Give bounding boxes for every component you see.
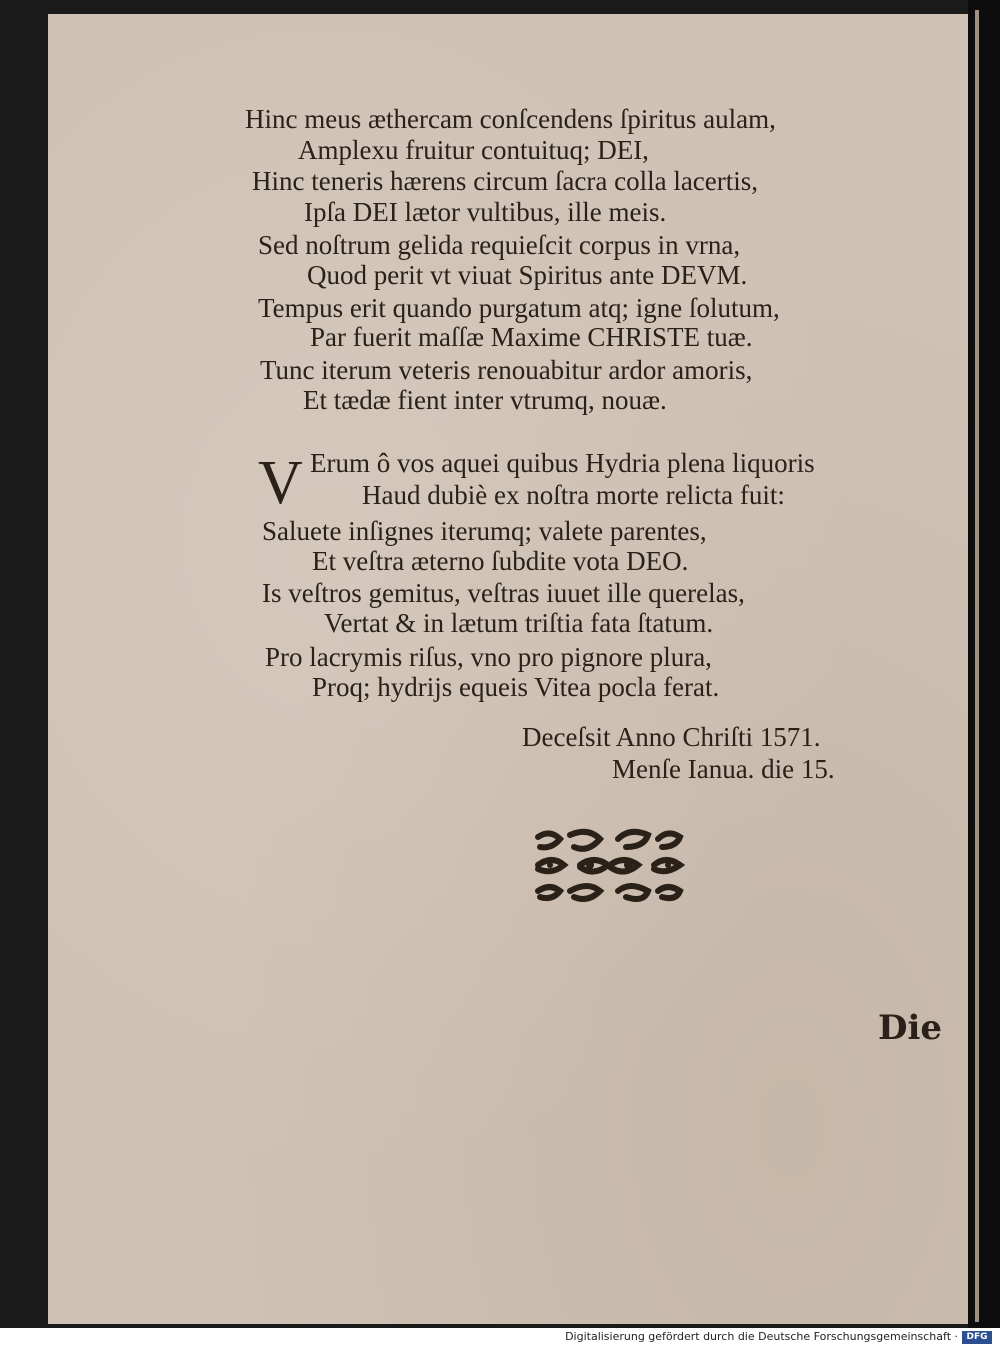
stanza2-line-7: Pro lacrymis riſus, vno pro pignore plura,	[265, 642, 712, 672]
colophon-date: Menſe Ianua. die 15.	[612, 754, 835, 784]
stanza2-line-3: Saluete inſignes iterumq; valete parentes,	[262, 516, 707, 546]
catchword: Die	[878, 1008, 943, 1048]
stanza2-line-5: Is veſtros gemitus, veſtras iuuet ille querelas,	[262, 578, 745, 608]
stanza2-line-6: Vertat & in lætum triſtia fata ſtatum.	[324, 608, 714, 638]
stanza2-line-4: Et veſtra æterno ſubdite vota DEO.	[312, 546, 689, 576]
drop-capital: V	[258, 449, 303, 517]
stanza2-line-2: Haud dubiè ex noſtra morte relicta fuit:	[362, 480, 785, 510]
colophon-year: Deceſsit Anno Chriſti 1571.	[522, 722, 821, 752]
poem-line-8: Par fuerit maſſæ Maxime CHRISTE tuæ.	[310, 322, 753, 352]
poem-line-4: Ipſa DEI lætor vultibus, ille meis.	[304, 197, 667, 227]
footer-bar	[0, 1328, 1000, 1348]
poem-line-9: Tunc iterum veteris renouabitur ardor amoris,	[260, 355, 753, 385]
next-page-edge	[975, 10, 979, 1322]
poem-line-10: Et tædæ fient inter vtrumq, nouæ.	[303, 385, 667, 415]
poem-line-2: Amplexu fruitur contuituq; DEI,	[298, 135, 649, 165]
poem-line-3: Hinc teneris hærens circum ſacra colla lacertis,	[252, 166, 759, 196]
printers-ornament	[530, 825, 688, 903]
poem-line-1: Hinc meus æthercam conſcendens ſpiritus aulam,	[245, 104, 776, 134]
stanza2-line-1: Erum ô vos aquei quibus Hydria plena liquoris	[310, 448, 815, 478]
poem-line-6: Quod perit vt viuat Spiritus ante DEVM.	[307, 260, 748, 290]
dfg-logo-icon: DFG	[962, 1331, 992, 1344]
poem-line-7: Tempus erit quando purgatum atq; igne ſolutum,	[258, 293, 780, 323]
funding-notice: Digitalisierung gefördert durch die Deutsche Forschungsgemeinschaft ·	[565, 1330, 958, 1343]
poem-line-5: Sed noſtrum gelida requieſcit corpus in vrna,	[258, 230, 741, 260]
stanza2-line-8: Proq; hydrijs equeis Vitea pocla ferat.	[312, 672, 720, 702]
page-edge	[968, 0, 1000, 1328]
